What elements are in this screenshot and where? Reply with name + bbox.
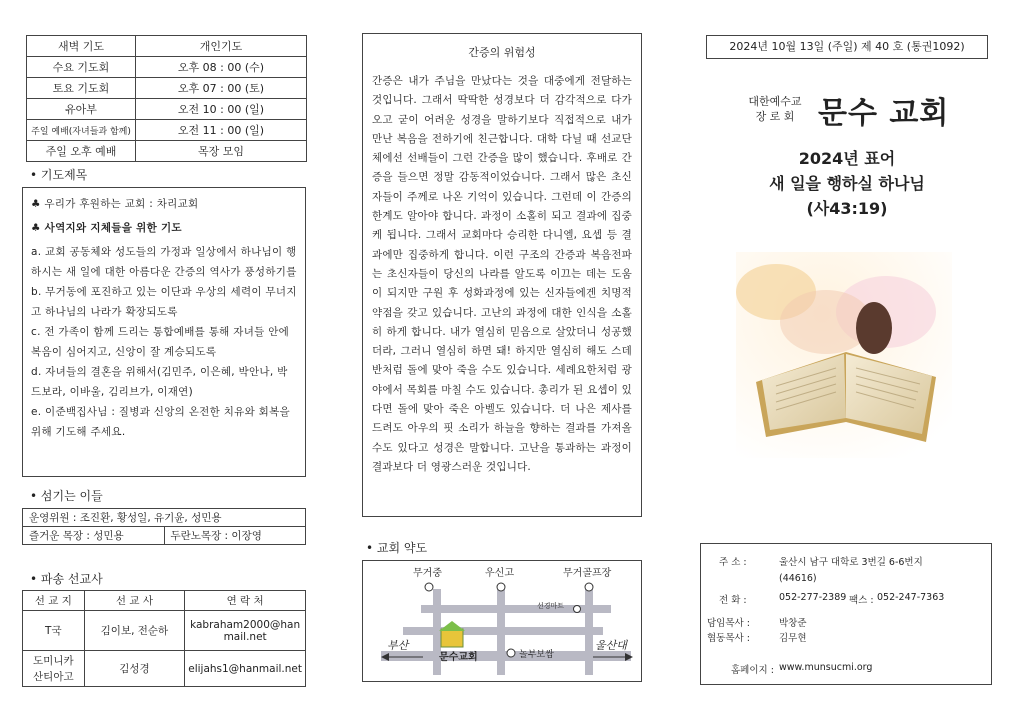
table-cell: 오전 10 : 00 (일)	[136, 99, 307, 120]
table-row	[27, 57, 307, 78]
theme-line: (사43:19)	[806, 199, 888, 218]
table-cell: 유아부	[27, 99, 136, 120]
theme-line: 2024년 표어	[798, 149, 896, 168]
map-drawing	[363, 561, 641, 681]
table-cell: 즐거운 목장 : 성민용	[23, 527, 165, 545]
table-cell: 도미니카 산티아고	[23, 651, 85, 687]
table-cell: 주일 예배(자녀들과 함께)	[27, 120, 136, 141]
missionary-table	[22, 590, 306, 687]
map-road	[421, 605, 611, 613]
supporting-church: ♣ 우리가 후원하는 교회 : 차리교회	[31, 198, 199, 210]
church-name: 문수 교회	[818, 96, 950, 131]
table-row	[27, 99, 307, 120]
usin-go-marker	[497, 583, 505, 591]
associate-label: 협동목사 :	[707, 633, 750, 644]
map-label-golf: 무거골프장	[563, 568, 612, 579]
prayer-item: a. 교회 공동체와 성도들의 가정과 일상에서 하나님이 행하시는 새 일에 대한 아름다운 간증의 역사가 풍성하기를	[31, 246, 297, 278]
table-row	[27, 36, 307, 57]
fax-value: 052-247-7363	[877, 592, 945, 603]
map-label-usin-go: 우신고	[485, 568, 514, 579]
table-cell: 오전 11 : 00 (일)	[136, 120, 307, 141]
golf-course-marker	[585, 583, 593, 591]
prayer-item: c. 전 가족이 함께 드리는 통합예배를 통해 자녀들 안에 복음이 심어지고, 신앙이 잘 계승되도록	[31, 326, 290, 358]
table-row	[23, 611, 306, 651]
table-row	[23, 651, 306, 687]
church-map	[362, 560, 642, 682]
table-row	[23, 591, 306, 611]
prayer-item: b. 무거동에 포진하고 있는 이단과 우상의 세력이 무너지고 하나님의 나라가 확장되도록	[31, 286, 297, 318]
table-cell: 주일 오후 예배	[27, 141, 136, 162]
pastor-name: 박창준	[779, 618, 807, 629]
map-section-title: • 교회 약도	[366, 541, 428, 555]
phone-label: 전 화 :	[719, 595, 747, 606]
table-row	[23, 509, 306, 527]
nolbu-marker	[507, 649, 515, 657]
servers-table	[22, 508, 306, 545]
map-label-church: 문수교회	[439, 652, 478, 663]
missionary-section-title: • 파송 선교사	[30, 572, 103, 586]
map-label-mart: 선경마트	[537, 602, 565, 610]
table-cell: 목장 모임	[136, 141, 307, 162]
denomination	[742, 94, 808, 124]
issue-info: 2024년 10월 13일 (주일) 제 40 호 (통권1092)	[706, 35, 988, 59]
table-cell: 오후 07 : 00 (토)	[136, 78, 307, 99]
table-cell: 김이보, 전순하	[84, 611, 185, 651]
prayer-box	[22, 187, 306, 477]
table-cell: 김성경	[84, 651, 185, 687]
prayer-item: e. 이준백집사님 : 질병과 신앙의 온전한 치유와 회복을 위해 기도해 주세요.	[31, 406, 291, 438]
table-cell: T국	[23, 611, 85, 651]
table-cell: 선 교 지	[23, 591, 85, 611]
prayer-item: d. 자녀들의 결혼을 위해서(김민주, 이은혜, 박안나, 박드보라, 이바울, 김리브가, 이재연)	[31, 366, 288, 398]
worship-schedule-table	[26, 35, 307, 162]
denomination-line: 대한예수교	[748, 95, 802, 108]
mugeo-jung-marker	[425, 583, 433, 591]
table-cell: 오후 08 : 00 (수)	[136, 57, 307, 78]
associate-name: 김무현	[779, 633, 807, 644]
postcode: (44616)	[779, 573, 817, 584]
theme-line: 새 일을 행하실 하나님	[769, 174, 925, 193]
map-road	[403, 627, 603, 635]
table-row	[27, 120, 307, 141]
table-row	[27, 141, 307, 162]
table-cell: 운영위원 : 조진환, 황성일, 유기윤, 성민용	[23, 509, 306, 527]
homepage-label: 홈페이지 :	[731, 665, 774, 676]
table-row	[27, 78, 307, 99]
map-label-nolbu: 놀부보쌈	[519, 650, 554, 660]
homepage-link[interactable]: www.munsucmi.org	[779, 662, 873, 673]
address-label: 주 소 :	[719, 557, 747, 568]
table-cell: 두란노목장 : 이장영	[164, 527, 306, 545]
map-label-busan: 부산	[387, 639, 409, 652]
year-theme	[706, 146, 988, 221]
bible-photo	[736, 252, 952, 458]
address-value: 울산시 남구 대학로 3번길 6-6번지	[779, 557, 923, 568]
table-cell: 연 락 처	[185, 591, 306, 611]
servers-section-title: • 섬기는 이들	[30, 489, 103, 503]
denomination-line: 장 로 회	[755, 110, 795, 123]
table-row	[23, 527, 306, 545]
testimony-box	[362, 33, 642, 517]
map-label-ulsan: 울산대	[595, 639, 627, 652]
church-marker-icon	[439, 621, 465, 647]
phone-value: 052-277-2389	[779, 592, 847, 603]
email-link[interactable]: elijahs1@hanmail.net	[185, 651, 306, 687]
table-cell: 개인기도	[136, 36, 307, 57]
testimony-body: 간증은 내가 주님을 만났다는 것을 대중에게 전달하는 것입니다. 그래서 딱딱한 성경보다 더 감각적으로 다가오고 굳이 어려운 성경을 말하기보다 직접적으로 내가 만난 복음을 전하기에 친근합니다. 대학 다닐 때 선교단체에선 선배들이 그런 간증을 많이 했습니다. 후배로 간증을 들으면 정말 감동적이었습니다. 그래서 많은 초신자들이 주께로 나온 기억이 있습니다. 그런데 이 간증의 한계도 알아야 합니다. 과정이 소홀히 되고 결과에 집중케 됩니다. 그래서 교회마다 승리한 다니엘, 요셉 등 결과에만 집중하게 합니다. 이런 구조의 간증과 복음전파는 초신자들이 당신의 나라를 알도록 이끄는 데는 도움이 되지만 구원 후 성화과정에 있는 신자들에겐 치명적 약점을 갖고 있습니다. 고난의 과정에 대한 인식을 소홀히 하게 합니다. 내가 열심히 믿음으로 살았더니 성공했더라, 그러니 열심히 하면 돼! 하지만 열심히 해도 스데반처럼 돌에 맞아 죽을 수도 있습니다. 세례요한처럼 광야에서 목회를 마칠 수도 있습니다. 총리가 된 요셉이 있다면 돌에 맞아 죽은 아벨도 있습니다. 더 나은 제사를 드려도 아우의 핏 소리가 하늘을 향하는 결과를 가져올 수도 있다고 성경은 말합니다. 고난을 통과하는 과정이 결과보다 더 영광스러운 것입니다.	[372, 75, 632, 473]
testimony-title: 간증의 위험성	[468, 46, 536, 59]
prayer-section-title: • 기도제목	[30, 168, 88, 182]
table-cell: 선 교 사	[84, 591, 185, 611]
bible-illustration	[736, 252, 952, 458]
fax-label: 팩스 :	[849, 595, 874, 606]
table-cell: 새벽 기도	[27, 36, 136, 57]
map-label-mugeo-jung: 무거중	[413, 568, 442, 579]
pastor-label: 담임목사 :	[707, 618, 750, 629]
church-contact-box	[700, 543, 992, 685]
table-cell: 토요 기도회	[27, 78, 136, 99]
table-cell: 수요 기도회	[27, 57, 136, 78]
map-road	[381, 651, 631, 661]
email-link[interactable]: kabraham2000@hanmail.net	[185, 611, 306, 651]
prayer-heading: ♣ 사역지와 지체들을 위한 기도	[31, 222, 182, 234]
mart-marker	[574, 606, 581, 613]
